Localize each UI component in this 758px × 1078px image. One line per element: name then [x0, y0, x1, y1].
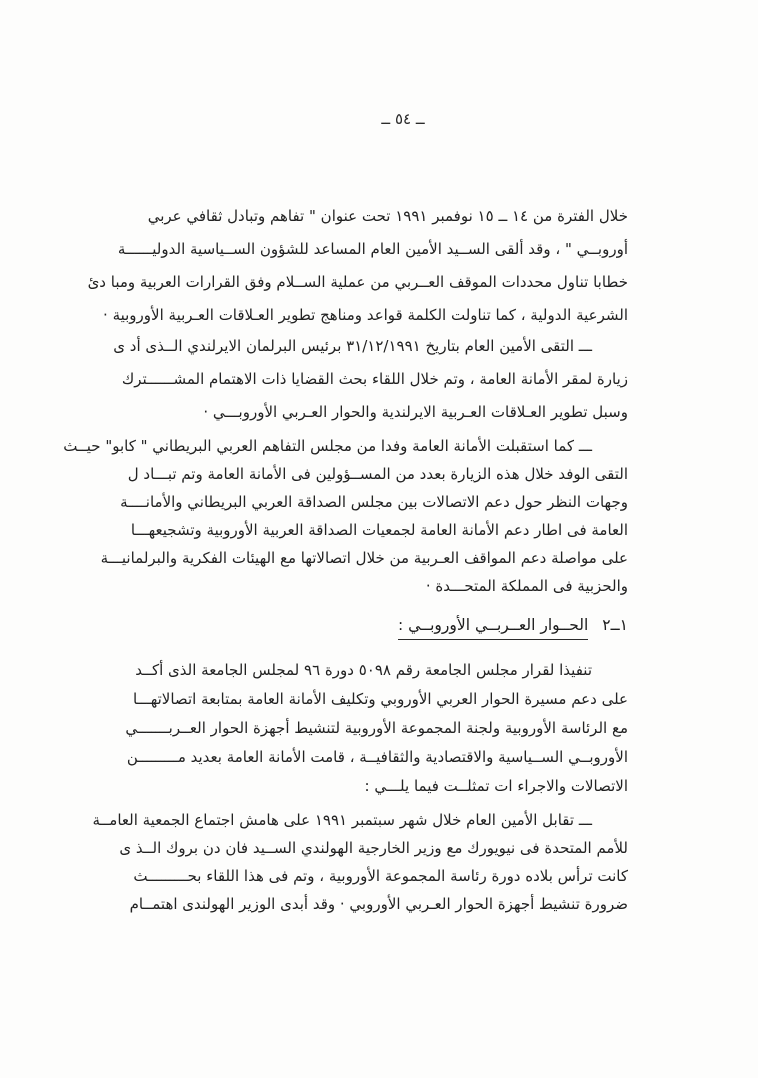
text-line: أوروبــي " ، وقد ألقى الســيد الأمين العام المساعد للشؤون الســياسية الدوليــــــة — [117, 240, 628, 258]
text-line: مع الرئاسة الأوروبية ولجنة المجموعة الأوروبية لتنشيط أجهزة الحوار العــربـــــــي — [125, 719, 628, 737]
text-line: خلال الفترة من ١٤ ــ ١٥ نوفمبر ١٩٩١ تحت عنوان " تفاهم وتبادل ثقافي عربي — [147, 207, 628, 225]
text-line: زيارة لمقر الأمانة العامة ، وتم خلال اللقاء بحث القضايا ذات الاهتمام المشــــــترك — [121, 370, 628, 388]
text-line: للأمم المتحدة فى نيويورك مع وزير الخارجية الهولندي الســيد فان دن بروك الــذ ى — [119, 839, 628, 857]
text-line: الاتصالات والاجراء ات تمثلــت فيما يلـــي : — [364, 777, 628, 795]
text-line: ـــ التقى الأمين العام بتاريخ ٣١/١٢/١٩٩١ برئيس البرلمان الايرلندي الــذى أد ى — [113, 337, 592, 355]
text-line: وجهات النظر حول دعم الاتصالات بين مجلس الصداقة العربي البريطاني والأمانــــة — [120, 493, 628, 511]
text-line: التقى الوفد خلال هذه الزيارة بعدد من المســؤولين فى الأمانة العامة وتم تبـــاد ل — [127, 465, 628, 483]
section-heading — [150, 616, 628, 640]
text-line: تنفيذا لقرار مجلس الجامعة رقم ٥٠٩٨ دورة ٩٦ لمجلس الجامعة الذى أكــد — [135, 661, 592, 679]
list-item — [92, 806, 628, 918]
text-line: ـــ كما استقبلت الأمانة العامة وفدا من مجلس التفاهم العربي البريطاني " كابو" حيــث — [63, 437, 592, 455]
page-number: ــ ٥٤ ــ — [381, 110, 425, 128]
section-title: الحــوار العــربــي الأوروبــي : — [398, 616, 588, 640]
list-item — [113, 330, 628, 429]
text-line: ـــ تقابل الأمين العام خلال شهر سبتمبر ١٩٩١ على هامش اجتماع الجمعية العامــة — [92, 811, 592, 829]
paragraph — [125, 656, 628, 801]
text-line: وسبل تطوير العـلاقات العـربية الايرلندية والحوار العـربي الأوروبـــي · — [203, 403, 628, 421]
section-number: ١ــ٢ — [602, 616, 628, 634]
list-item — [63, 432, 628, 600]
text-line: الأوروبــي الســياسية والاقتصادية والثقافيــة ، قامت الأمانة العامة بعديد مـــــــــن — [126, 748, 628, 766]
text-line: والحزبية فى المملكة المتحـــدة · — [425, 577, 628, 595]
text-line: على دعم مسيرة الحوار العربي الأوروبي وتكليف الأمانة العامة بمتابعة اتصالاتهـــا — [132, 690, 628, 708]
text-line: كانت ترأس بلاده دورة رئاسة المجموعة الأوروبية ، وتم فى هذا اللقاء بحـــــــــث — [133, 867, 628, 885]
text-line: الشرعية الدولية ، كما تناولت الكلمة قواعد ومناهج تطوير العـلاقات العـربية الأوروبية · — [103, 306, 628, 324]
text-line: ضرورة تنشيط أجهزة الحوار العـربي الأوروبي · وقد أبدى الوزير الهولندى اهتمــام — [129, 895, 628, 913]
text-line: العامة فى اطار دعم الأمانة العامة لجمعيات الصداقة العربية الأوروبية وتشجيعهـــا — [130, 521, 628, 539]
text-line: على مواصلة دعم المواقف العـربية من خلال اتصالاتها مع الهيئات الفكرية والبرلمانيـــة — [100, 549, 628, 567]
paragraph — [87, 200, 628, 332]
text-line: خطابا تناول محددات الموقف العــربي من عملية الســلام وفق القرارات العربية ومبا دئ — [87, 273, 628, 291]
